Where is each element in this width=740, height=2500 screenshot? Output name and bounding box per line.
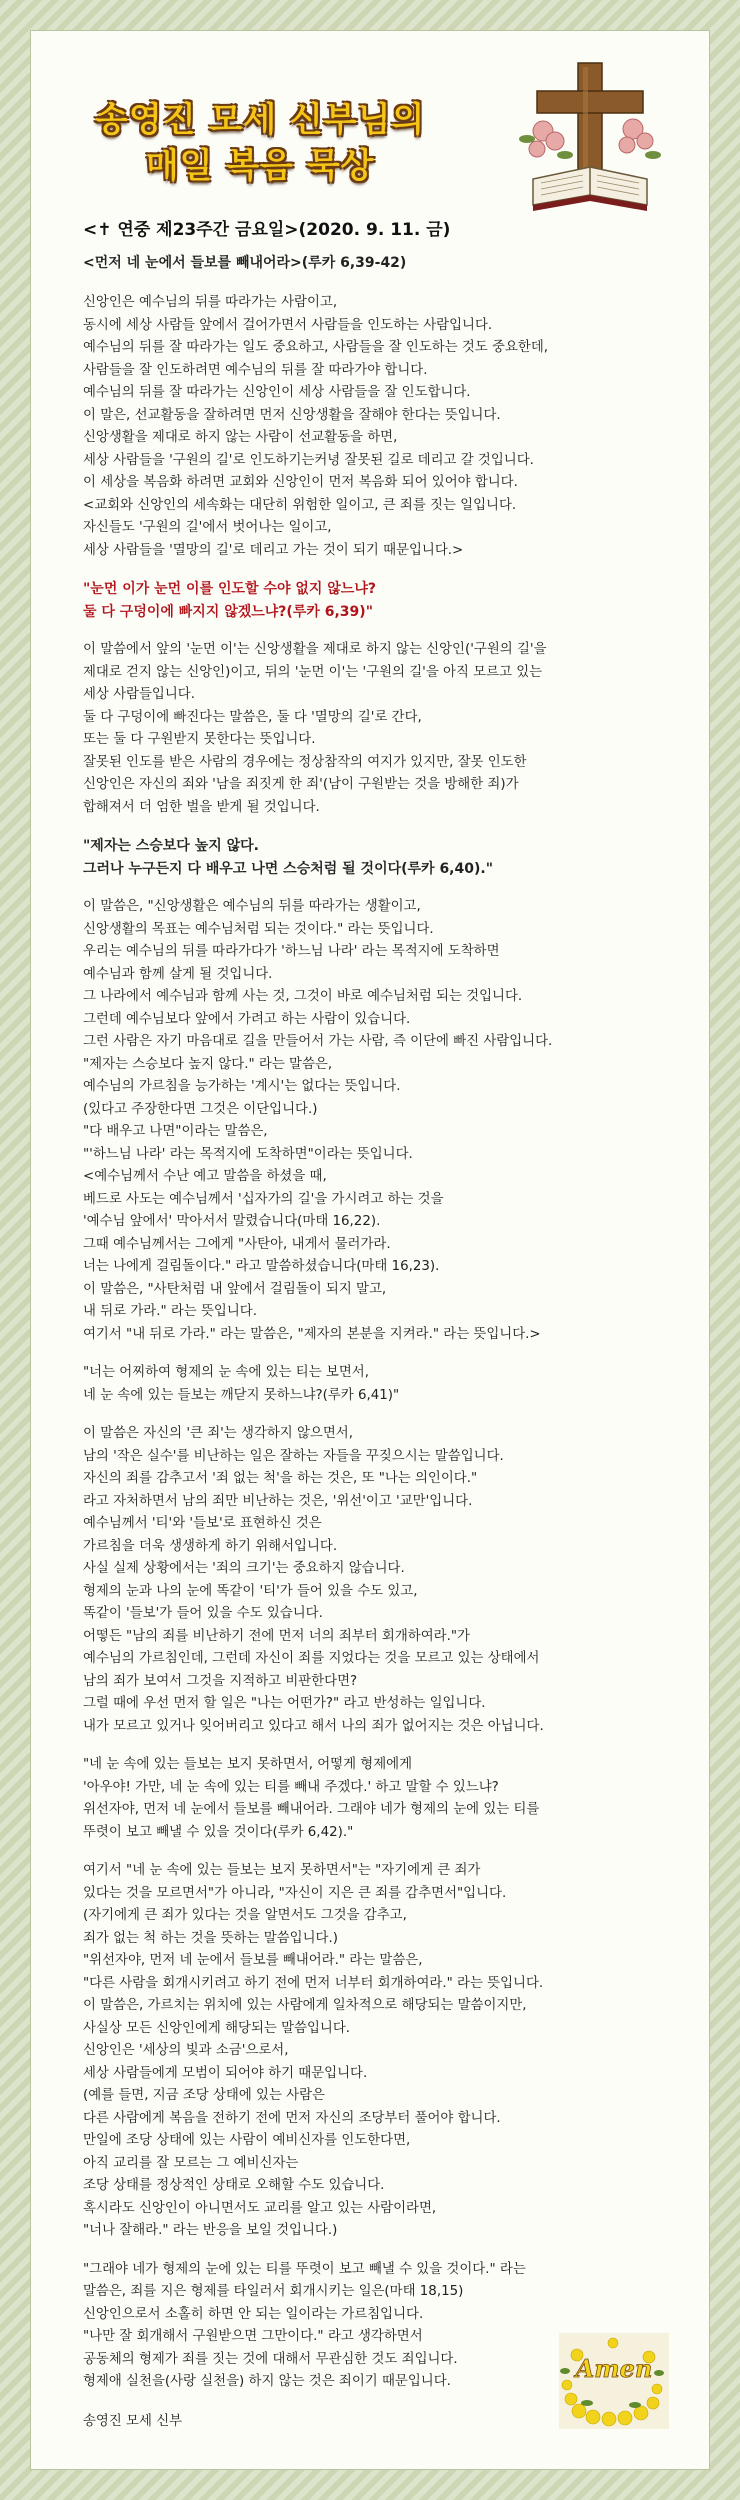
text-line: (자기에게 큰 죄가 있다는 것을 알면서도 그것을 감추고, [83,1908,407,1923]
text-line: "'하느님 나라' 라는 목적지에 도착하면"이라는 뜻입니다. [83,1146,413,1162]
text-line: 내 뒤로 가라." 라는 뜻입니다. [83,1304,257,1319]
text-line: 사람들을 잘 인도하려면 예수님의 뒤를 잘 따라가야 합니다. [83,362,428,378]
text-line: <예수님께서 수난 예고 말씀을 하셨을 때, [83,1169,327,1184]
text-line: 자신의 죄를 감추고서 '죄 없는 척'을 하는 것은, 또 "나는 의인이다." [83,1471,478,1486]
cross-and-bible-icon [515,59,665,219]
paragraph [83,1362,665,1407]
banner-title-line1: 송영진 모세 신부님의 [95,100,426,140]
text-line: 신앙인으로서 소홀히 하면 안 되는 일이라는 가르침입니다. [83,2306,424,2322]
text-line: 세상 사람들을 '멸망의 길'로 데리고 가는 것이 되기 때문입니다.> [83,542,464,558]
text-line: '예수님 앞에서' 막아서서 말렸습니다(마태 16,22). [83,1214,381,1229]
text-line: <교회와 신앙인의 세속화는 대단히 위험한 일이고, 큰 죄를 짓는 일입니다. [83,497,517,513]
paragraph [83,578,665,623]
text-line: 이 말씀은, "신앙생활은 예수님의 뒤를 따라가는 생활이고, [83,899,421,914]
paragraph [83,292,665,562]
text-line: 이 말씀은 자신의 '큰 죄'는 생각하지 않으면서, [83,1426,353,1441]
paragraph [83,1754,665,1844]
text-line: 사실상 모든 신앙인에게 해당되는 말씀입니다. [83,2020,351,2036]
text-line: 조당 상태를 정상적인 상태로 오해할 수도 있습니다. [83,2178,385,2193]
text-line: 세상 사람들에게 모범이 되어야 하기 때문입니다. [83,2065,368,2081]
paragraph [83,1860,665,2243]
text-line: 예수님의 뒤를 잘 따라가는 신앙인이 세상 사람들을 잘 인도합니다. [83,385,471,400]
text-line: 그러나 누구든지 다 배우고 나면 스승처럼 될 것이다(루카 6,40)." [83,860,493,877]
text-line: 신앙인은 예수님의 뒤를 따라가는 사람이고, [83,295,338,310]
text-line: 그럴 때에 우선 먼저 할 일은 "나는 어떤가?" 라고 반성하는 일입니다. [83,1696,486,1711]
text-line: 여기서 "네 눈 속에 있는 들보는 보지 못하면서"는 "자기에게 큰 죄가 [83,1863,481,1878]
paragraph [83,1423,665,1738]
text-line: 그때 예수님께서는 그에게 "사탄아, 내게서 물러가라. [83,1236,391,1252]
text-line: "나만 잘 회개해서 구원받으면 그만이다." 라고 생각하면서 [83,2329,423,2344]
text-line: 여기서 "내 뒤로 가라." 라는 말씀은, "제자의 본분을 지켜라." 라는 뜻입니다.> [83,1326,541,1342]
text-line: 만일에 조당 상태에 있는 사람이 예비신자를 인도한다면, [83,2133,411,2148]
text-line: "제자는 스승보다 높지 않다." 라는 말씀은, [83,1056,333,1072]
text-line: 잘못된 인도를 받은 사람의 경우에는 정상참작의 여지가 있지만, 잘못 인도한 [83,754,527,770]
banner-title-line2: 매일 복음 묵상 [145,146,375,186]
text-line: (있다고 주장한다면 그것은 이단입니다.) [83,1101,318,1117]
text-line: "네 눈 속에 있는 들보는 보지 못하면서, 어떻게 형제에게 [83,1757,413,1772]
cross-mark: <✝ [83,220,112,240]
text-line: "위선자야, 먼저 네 눈에서 들보를 빼내어라." 라는 말씀은, [83,1953,423,1968]
meditation-body [83,292,665,2394]
text-line: 이 말씀은, "사탄처럼 내 앞에서 걸림돌이 되지 말고, [83,1281,387,1297]
text-line: 그 나라에서 예수님과 함께 사는 것, 그것이 바로 예수님처럼 되는 것입니다. [83,989,523,1004]
text-line: 이 말은, 선교활동을 잘하려면 먼저 신앙생활을 잘해야 한다는 뜻입니다. [83,407,501,423]
text-line: 세상 사람들을 '구원의 길'로 인도하기는커녕 잘못된 길로 데리고 갈 것입니다. [83,452,534,468]
text-line: 신앙인은 자신의 죄와 '남을 죄짓게 한 죄'(남이 구원받는 것을 방해한 죄)가 [83,777,519,792]
text-line: 세상 사람들입니다. [83,687,195,702]
text-line: 어떻든 "남의 죄를 비난하기 전에 먼저 너의 죄부터 회개하여라."가 [83,1628,470,1644]
text-line: 너는 나에게 걸림돌이다." 라고 말씀하셨습니다(마태 16,23). [83,1259,440,1274]
text-line: 뚜렷이 보고 빼낼 수 있을 것이다(루카 6,42)." [83,1824,354,1840]
text-line: 이 세상을 복음화 하려면 교회와 신앙인이 먼저 복음화 되어 있어야 합니다. [83,475,518,490]
text-line: "너는 어찌하여 형제의 눈 속에 있는 티는 보면서, [83,1365,369,1380]
gospel-reference: <먼저 네 눈에서 들보를 빼내어라>(루카 6,39-42) [83,255,407,271]
banner-title [95,97,425,189]
text-line: 또는 둘 다 구원받지 못한다는 뜻입니다. [83,732,316,747]
text-line: 예수님의 뒤를 잘 따라가는 일도 중요하고, 사람들을 잘 인도하는 것도 중요한데, [83,340,549,355]
paragraph [83,639,665,819]
text-line: 남의 죄가 보여서 그것을 지적하고 비판한다면? [83,1673,358,1689]
banner [83,67,665,217]
text-line: 예수님께서 '티'와 '들보'로 표현하신 것은 [83,1516,322,1531]
text-line: 혹시라도 신앙인이 아니면서도 교리를 알고 있는 사람이라면, [83,2200,437,2216]
paragraph [83,896,665,1346]
text-line: 말씀은, 죄를 지은 형제를 타일러서 회개시키는 일은(마태 18,15) [83,2284,464,2299]
text-line: 이 말씀은, 가르치는 위치에 있는 사람에게 일차적으로 해당되는 말씀이지만, [83,1998,527,2013]
text-line: 있다는 것을 모르면서"가 아니라, "자신이 지은 큰 죄를 감추면서"입니다. [83,1885,507,1901]
text-line: 베드로 사도는 예수님께서 '십자가의 길'을 가시려고 하는 것을 [83,1191,444,1207]
text-line: "눈먼 이가 눈먼 이를 인도할 수야 없지 않느냐? [83,581,376,597]
text-line: 신앙생활을 제대로 하지 않는 사람이 선교활동을 하면, [83,430,398,445]
text-line: 사실 실제 상황에서는 '죄의 크기'는 중요하지 않습니다. [83,1561,405,1576]
text-line: "그래야 네가 형제의 눈에 있는 티를 뚜렷이 보고 빼낼 수 있을 것이다." 라는 [83,2261,526,2277]
text-line: 다른 사람에게 복음을 전하기 전에 먼저 자신의 조당부터 풀어야 합니다. [83,2110,501,2126]
text-line: 똑같이 '들보'가 들어 있을 수도 있습니다. [83,1606,323,1621]
text-line: 아직 교리를 잘 모르는 그 예비신자는 [83,2155,299,2171]
text-line: 내가 모르고 있거나 잊어버리고 있다고 해서 나의 죄가 없어지는 것은 아닙니다. [83,1718,544,1734]
text-line: 형제의 눈과 나의 눈에 똑같이 '티'가 들어 있을 수도 있고, [83,1583,418,1599]
text-line: 신앙인은 '세상의 빛과 소금'으로서, [83,2043,289,2058]
text-line: 공동체의 형제가 죄를 짓는 것에 대해서 무관심한 것도 죄입니다. [83,2351,458,2367]
text-line: 둘 다 구덩이에 빠지지 않겠느냐?(루카 6,39)" [83,603,373,620]
text-line: 예수님과 함께 살게 될 것입니다. [83,966,273,982]
text-line: "제자는 스승보다 높지 않다. [83,838,259,854]
text-line: 예수님의 가르침인데, 그런데 자신이 죄를 지었다는 것을 모르고 있는 상태에서 [83,1651,540,1666]
text-line: 라고 자처하면서 남의 죄만 비난하는 것은, '위선'이고 '교만'입니다. [83,1493,473,1509]
text-line: '아우야! 가만, 네 눈 속에 있는 티를 빼내 주겠다.' 하고 말할 수 있느냐? [83,1779,499,1795]
text-line: "다른 사람을 회개시키려고 하기 전에 먼저 너부터 회개하여라." 라는 뜻입니다. [83,1975,544,1991]
date-text: 연중 제23주간 금요일>(2020. 9. 11. 금) [111,220,451,240]
text-line: 이 말씀에서 앞의 '눈먼 이'는 신앙생활을 제대로 하지 않는 신앙인('구원의 길'을 [83,642,547,657]
text-line: 네 눈 속에 있는 들보는 깨닫지 못하느냐?(루카 6,41)" [83,1387,400,1403]
text-line: 제대로 걷지 않는 신앙인)이고, 뒤의 '눈먼 이'는 '구원의 길'을 아직 모르고 있는 [83,664,543,680]
text-line: 죄가 없는 척 하는 것을 뜻하는 말씀입니다.) [83,1930,338,1946]
text-line: 합해져서 더 엄한 벌을 받게 될 것입니다. [83,799,320,815]
amen-text: Amen [575,2354,653,2383]
text-line: 동시에 세상 사람들 앞에서 걸어가면서 사람들을 인도하는 사람입니다. [83,317,493,333]
text-line: (예를 들면, 지금 조당 상태에 있는 사람은 [83,2088,325,2103]
signature: 송영진 모세 신부 [83,2413,183,2429]
text-line: 예수님의 가르침을 능가하는 '계시'는 없다는 뜻입니다. [83,1079,401,1094]
text-line: 남의 '작은 실수'를 비난하는 일은 잘하는 자들을 꾸짖으시는 말씀입니다. [83,1448,504,1464]
text-line: 그런 사람은 자기 마음대로 길을 만들어서 가는 사람, 즉 이단에 빠진 사람입니다. [83,1034,553,1049]
text-line: "다 배우고 나면"이라는 말씀은, [83,1124,268,1139]
text-line: 위선자야, 먼저 네 눈에서 들보를 빼내어라. 그래야 네가 형제의 눈에 있는 티를 [83,1802,540,1817]
text-line: 그런데 예수님보다 앞에서 가려고 하는 사람이 있습니다. [83,1011,411,1027]
amen-wreath-image [559,2333,669,2429]
content-page [30,30,710,2470]
text-line: 형제애 실천을(사랑 실천을) 하지 않는 것은 죄이기 때문입니다. [83,2374,451,2389]
text-line: 우리는 예수님의 뒤를 따라가다가 '하느님 나라' 라는 목적지에 도착하면 [83,944,500,959]
text-line: 신앙생활의 목표는 예수님처럼 되는 것이다." 라는 뜻입니다. [83,921,434,937]
paragraph [83,835,665,880]
text-line: "너나 잘해라." 라는 반응을 보일 것입니다.) [83,2223,338,2238]
text-line: 가르침을 더욱 생생하게 하기 위해서입니다. [83,1538,338,1554]
text-line: 자신들도 '구원의 길'에서 벗어나는 일이고, [83,520,332,535]
text-line: 둘 다 구덩이에 빠진다는 말씀은, 둘 다 '멸망의 길'로 간다, [83,709,422,725]
